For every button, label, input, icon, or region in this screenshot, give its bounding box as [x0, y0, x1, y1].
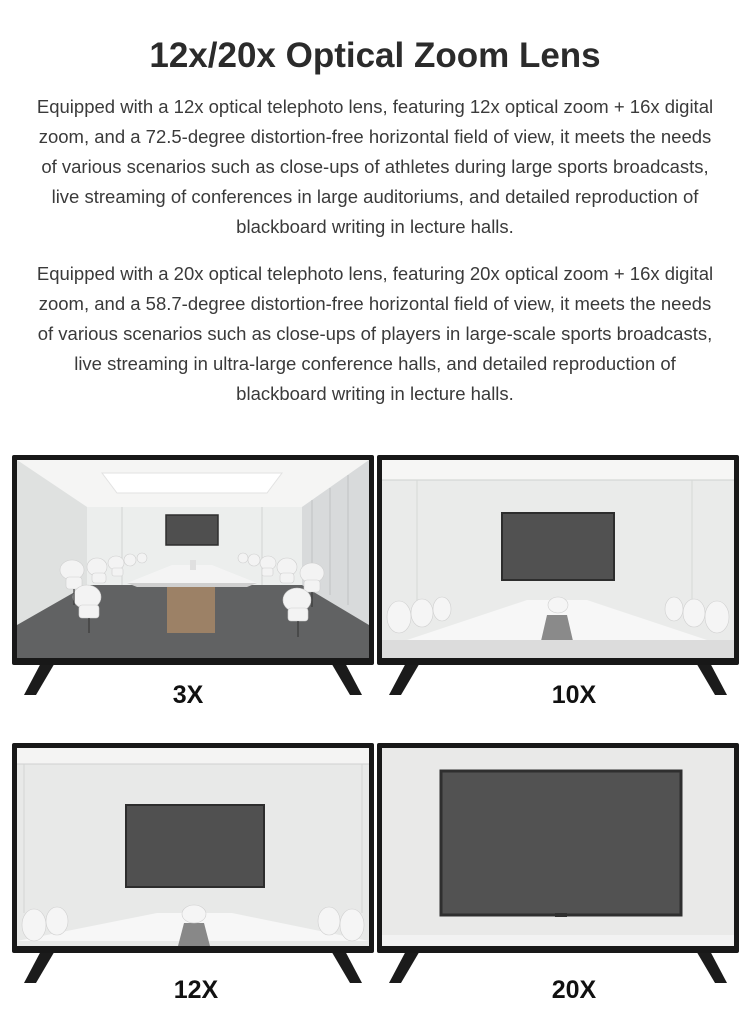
- tv-10x: [377, 455, 739, 700]
- tv-12x-image: [12, 743, 374, 988]
- description-12x: Equipped with a 12x optical telephoto lens, featuring 12x optical zoom + 16x digital zoom, and a 72.5-degree distortion-free horizontal field of view, it meets the needs of various scenarios such as close-ups of athletes during large sports broadcasts, live streaming of conferences in large auditoriums, and detailed reproduction of blackboard writing in lecture halls.: [36, 96, 714, 237]
- zoom-label-20x: 20X: [551, 976, 597, 1004]
- zoom-label-3x: 3X: [172, 681, 204, 709]
- page-title: 12x/20x Optical Zoom Lens: [149, 36, 601, 75]
- description-20x: Equipped with a 20x optical telephoto lens, featuring 20x optical zoom + 16x digital zoom, and a 58.7-degree distortion-free horizontal field of view, it meets the needs of various scenarios such as close-ups of players in large-scale sports broadcasts, live streaming in ultra-large conference halls, and detailed reproduction of blackboard writing in lecture halls.: [36, 263, 714, 404]
- tv-3x: [12, 455, 374, 700]
- tv-3x-image: [12, 455, 374, 700]
- zoom-label-12x: 12X: [173, 976, 219, 1004]
- tv-10x-image: [377, 455, 739, 700]
- tv-20x: [377, 743, 739, 988]
- zoom-label-10x: 10X: [551, 681, 597, 709]
- tv-20x-image: [377, 743, 739, 988]
- tv-12x: [12, 743, 374, 988]
